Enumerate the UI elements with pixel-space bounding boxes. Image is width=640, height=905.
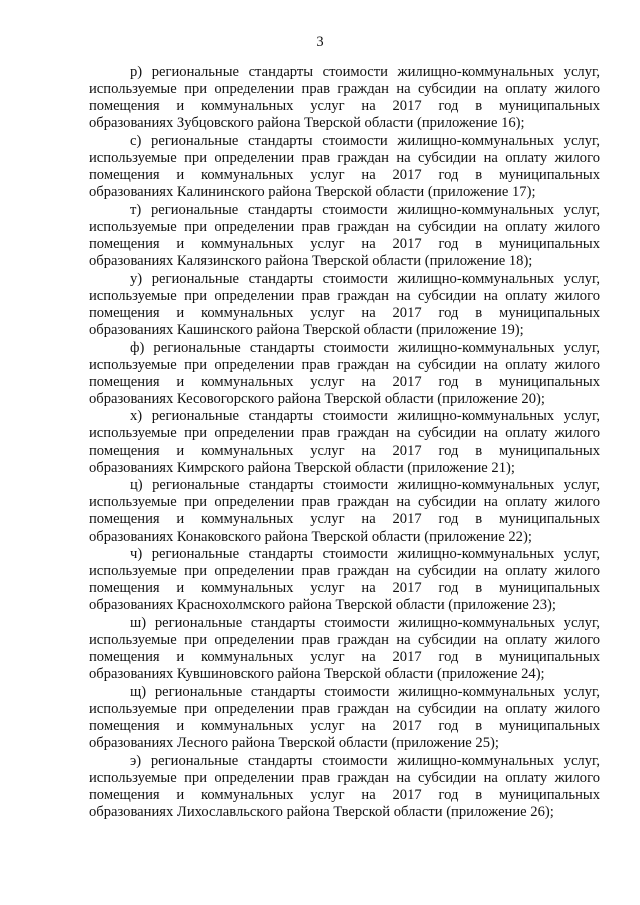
list-item-paragraph	[89, 546, 600, 614]
paragraph-line: используемые при определении прав граждан на субсидии на оплату жилого	[89, 563, 600, 580]
paragraph-line: помещения и коммунальных услуг на 2017 год в муниципальных	[89, 373, 600, 390]
paragraph-line: помещения и коммунальных услуг на 2017 год в муниципальных	[89, 235, 600, 252]
paragraph-line: ч) региональные стандарты стоимости жилищно-коммунальных услуг,	[130, 546, 600, 563]
paragraph-line: помещения и коммунальных услуг на 2017 год в муниципальных	[89, 442, 600, 459]
paragraph-line: щ) региональные стандарты стоимости жилищно-коммунальных услуг,	[130, 683, 600, 700]
paragraph-line: используемые при определении прав граждан на субсидии на оплату жилого	[89, 769, 600, 786]
paragraph-line: используемые при определении прав граждан на субсидии на оплату жилого	[89, 287, 600, 304]
list-item-paragraph	[89, 753, 600, 821]
paragraph-line: используемые при определении прав граждан на субсидии на оплату жилого	[89, 356, 600, 373]
list-item-paragraph	[89, 408, 600, 476]
paragraph-line: помещения и коммунальных услуг на 2017 год в муниципальных	[89, 511, 600, 528]
paragraph-line: используемые при определении прав граждан на субсидии на оплату жилого	[89, 81, 600, 98]
page-number: 3	[316, 34, 324, 50]
document-body	[89, 64, 600, 822]
paragraph-line: помещения и коммунальных услуг на 2017 год в муниципальных	[89, 649, 600, 666]
list-item-paragraph	[89, 202, 600, 270]
paragraph-line: образованиях Калининского района Тверской области (приложение 17);	[89, 184, 536, 201]
paragraph-line: образованиях Кесовогорского района Тверской области (приложение 20);	[89, 390, 545, 407]
paragraph-line: ц) региональные стандарты стоимости жилищно-коммунальных услуг,	[130, 477, 600, 494]
list-item-paragraph	[89, 271, 600, 339]
paragraph-line: образованиях Калязинского района Тверской области (приложение 18);	[89, 253, 533, 270]
list-item-paragraph	[89, 684, 600, 752]
paragraph-line: образованиях Лесного района Тверской области (приложение 25);	[89, 735, 499, 752]
paragraph-line: используемые при определении прав граждан на субсидии на оплату жилого	[89, 494, 600, 511]
paragraph-line: образованиях Кашинского района Тверской области (приложение 19);	[89, 321, 524, 338]
paragraph-line: образованиях Кувшиновского района Тверской области (приложение 24);	[89, 666, 545, 683]
list-item-paragraph	[89, 64, 600, 132]
paragraph-line: помещения и коммунальных услуг на 2017 год в муниципальных	[89, 98, 600, 115]
paragraph-line: образованиях Кимрского района Тверской области (приложение 21);	[89, 459, 515, 476]
paragraph-line: используемые при определении прав граждан на субсидии на оплату жилого	[89, 632, 600, 649]
paragraph-line: ш) региональные стандарты стоимости жилищно-коммунальных услуг,	[130, 615, 600, 631]
paragraph-line: х) региональные стандарты стоимости жилищно-коммунальных услуг,	[130, 408, 600, 425]
paragraph-line: образованиях Краснохолмского района Тверской области (приложение 23);	[89, 597, 556, 614]
list-item-paragraph	[89, 615, 600, 683]
paragraph-line: используемые при определении прав граждан на субсидии на оплату жилого	[89, 149, 600, 166]
paragraph-line: р) региональные стандарты стоимости жилищно-коммунальных услуг,	[130, 64, 600, 80]
paragraph-line: используемые при определении прав граждан на субсидии на оплату жилого	[89, 425, 600, 442]
list-item-paragraph	[89, 477, 600, 545]
paragraph-line: образованиях Конаковского района Тверской области (приложение 22);	[89, 528, 532, 545]
paragraph-line: используемые при определении прав граждан на субсидии на оплату жилого	[89, 700, 600, 717]
paragraph-line: образованиях Зубцовского района Тверской области (приложение 16);	[89, 115, 525, 132]
list-item-paragraph	[89, 340, 600, 408]
paragraph-line: помещения и коммунальных услуг на 2017 год в муниципальных	[89, 786, 600, 803]
paragraph-line: ф) региональные стандарты стоимости жилищно-коммунальных услуг,	[130, 339, 600, 356]
paragraph-line: с) региональные стандарты стоимости жилищно-коммунальных услуг,	[130, 132, 600, 149]
paragraph-line: используемые при определении прав граждан на субсидии на оплату жилого	[89, 218, 600, 235]
paragraph-line: помещения и коммунальных услуг на 2017 год в муниципальных	[89, 304, 600, 321]
paragraph-line: помещения и коммунальных услуг на 2017 год в муниципальных	[89, 167, 600, 184]
paragraph-line: помещения и коммунальных услуг на 2017 год в муниципальных	[89, 580, 600, 597]
paragraph-line: помещения и коммунальных услуг на 2017 год в муниципальных	[89, 718, 600, 735]
list-item-paragraph	[89, 133, 600, 201]
paragraph-line: у) региональные стандарты стоимости жилищно-коммунальных услуг,	[130, 270, 600, 287]
paragraph-line: э) региональные стандарты стоимости жилищно-коммунальных услуг,	[130, 752, 600, 769]
paragraph-line: образованиях Лихославльского района Тверской области (приложение 26);	[89, 804, 554, 821]
paragraph-line: т) региональные стандарты стоимости жилищно-коммунальных услуг,	[130, 201, 600, 218]
